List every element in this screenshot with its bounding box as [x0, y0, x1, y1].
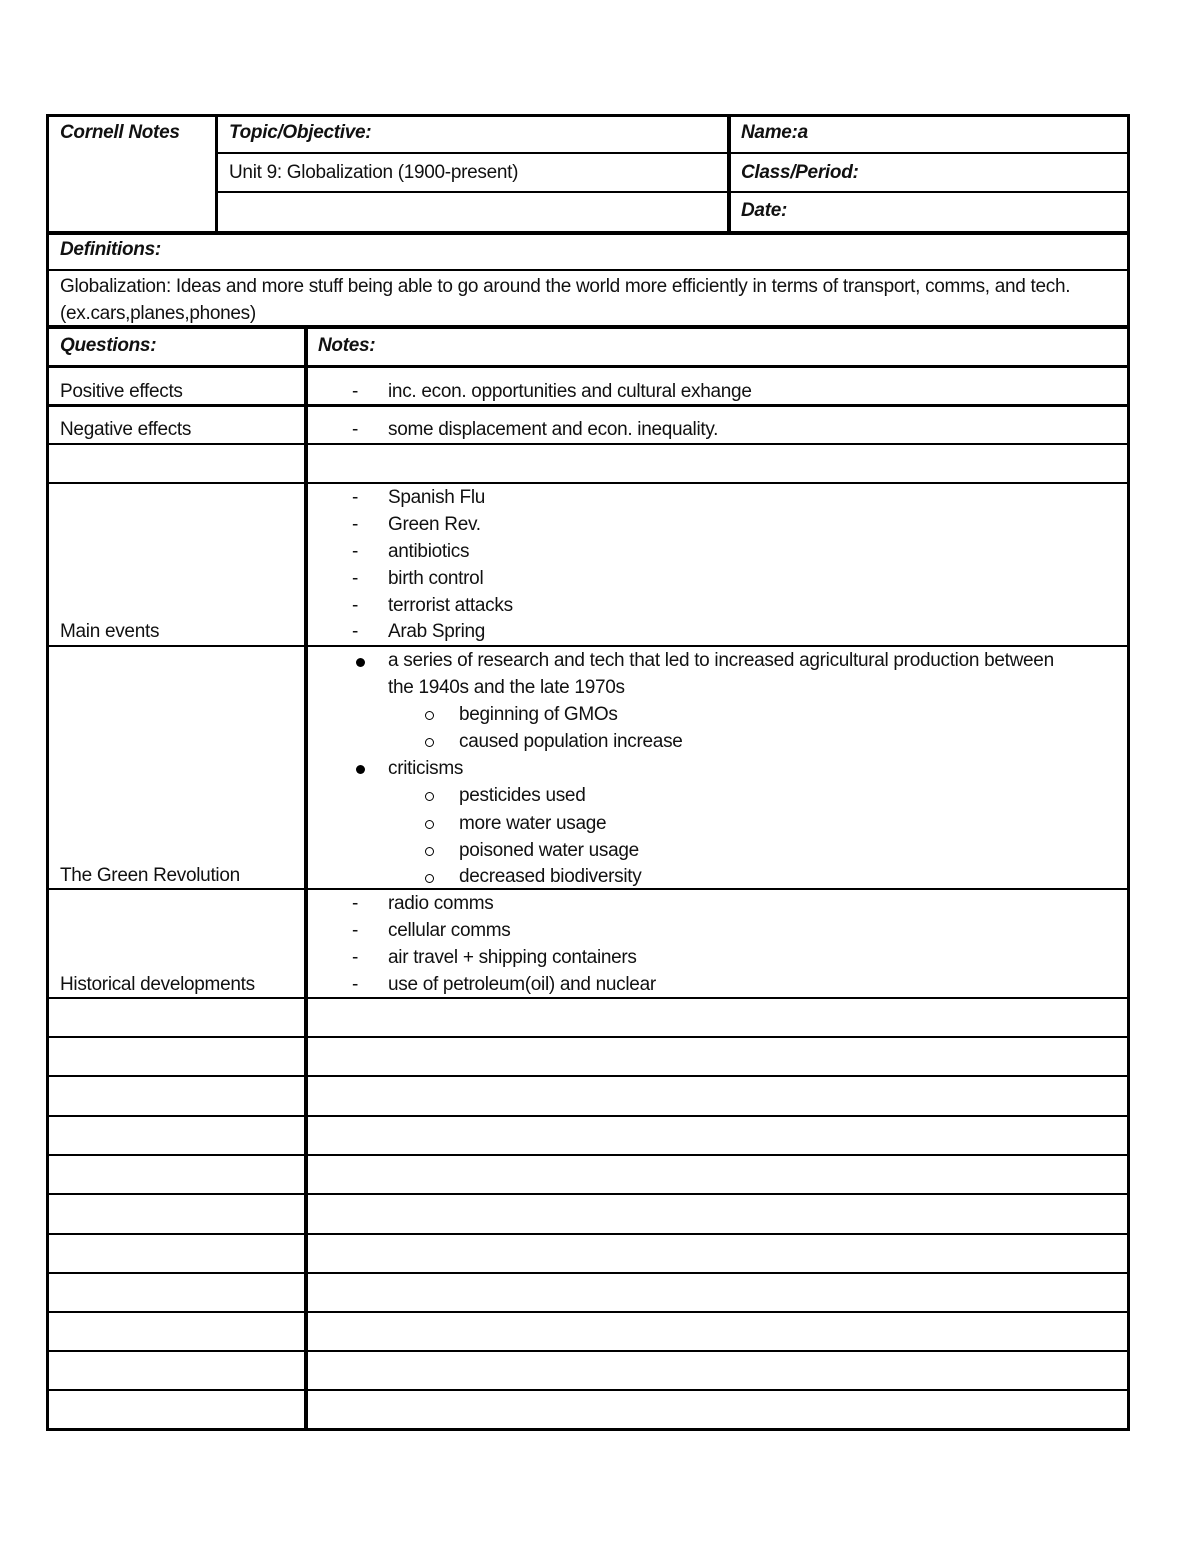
rule-row: [49, 1036, 1127, 1038]
rule-header-2: [217, 191, 1127, 193]
rule-vertical-questions: [304, 327, 308, 1431]
note-green-rev-point: the 1940s and the late 1970s: [388, 677, 625, 698]
rule-row: [49, 1272, 1127, 1274]
dash-marker: -: [352, 487, 359, 508]
cornell-notes-sheet: [46, 114, 1130, 1431]
note-historical: cellular comms: [388, 920, 511, 941]
note-main-event: Green Rev.: [388, 514, 481, 535]
rule-row: [49, 1233, 1127, 1235]
note-main-event: antibiotics: [388, 541, 470, 562]
class-period-label: Class/Period:: [741, 162, 859, 183]
rule-row: [49, 1350, 1127, 1352]
note-green-rev-sub: beginning of GMOs: [459, 704, 618, 725]
question-positive-effects: Positive effects: [60, 381, 183, 402]
sub-bullet-icon: [425, 792, 434, 801]
topic-label: Topic/Objective:: [229, 122, 372, 143]
dash-marker: -: [352, 595, 359, 616]
sub-bullet-icon: [425, 847, 434, 856]
question-green-revolution: The Green Revolution: [60, 865, 240, 886]
note-green-rev-sub: more water usage: [459, 813, 607, 834]
rule-definitions: [49, 269, 1127, 271]
rule-row: [49, 1311, 1127, 1313]
rule-row: [49, 1075, 1127, 1077]
rule-header-1: [217, 152, 1127, 154]
rule-header-bottom: [49, 231, 1127, 235]
definitions-label: Definitions:: [60, 239, 161, 260]
note-green-rev-point: criticisms: [388, 758, 464, 779]
dash-marker: -: [352, 381, 359, 402]
definition-text: Globalization: Ideas and more stuff being able to go around the world more efficiently in terms of transport, comms, and tech. (ex.cars,planes,phones): [60, 276, 1071, 324]
sub-bullet-icon: [425, 874, 434, 883]
note-main-event: Spanish Flu: [388, 487, 486, 508]
note-historical: use of petroleum(oil) and nuclear: [388, 974, 656, 995]
note-green-rev-sub: decreased biodiversity: [459, 866, 642, 887]
rule-row: [49, 1193, 1127, 1195]
rule-row: [49, 1115, 1127, 1117]
note-negative-effects: some displacement and econ. inequality.: [388, 419, 719, 440]
dash-marker: -: [352, 514, 359, 535]
note-historical: air travel + shipping containers: [388, 947, 637, 968]
question-negative-effects: Negative effects: [60, 419, 192, 440]
note-green-rev-sub: caused population increase: [459, 731, 683, 752]
cornell-notes-label: Cornell Notes: [60, 122, 180, 143]
notes-heading: Notes:: [318, 335, 376, 356]
dash-marker: -: [352, 974, 359, 995]
rule-row: [49, 443, 1127, 445]
questions-heading: Questions:: [60, 335, 157, 356]
dash-marker: -: [352, 893, 359, 914]
dash-marker: -: [352, 419, 359, 440]
rule-row: [49, 1389, 1127, 1391]
dash-marker: -: [352, 947, 359, 968]
topic-value: Unit 9: Globalization (1900-present): [229, 162, 519, 183]
sub-bullet-icon: [425, 820, 434, 829]
name-label: Name:a: [741, 122, 808, 143]
note-green-rev-sub: pesticides used: [459, 785, 586, 806]
sub-bullet-icon: [425, 711, 434, 720]
bullet-icon: [356, 765, 365, 774]
note-main-event: birth control: [388, 568, 484, 589]
dash-marker: -: [352, 541, 359, 562]
rule-vertical-header-left: [215, 117, 218, 233]
note-historical: radio comms: [388, 893, 494, 914]
rule-row: [49, 1154, 1127, 1156]
note-positive-effects: inc. econ. opportunities and cultural exhange: [388, 381, 752, 402]
question-main-events: Main events: [60, 621, 160, 642]
date-label: Date:: [741, 200, 788, 221]
rule-columns: [49, 365, 1127, 368]
note-main-event: Arab Spring: [388, 621, 486, 642]
dash-marker: -: [352, 621, 359, 642]
bullet-icon: [356, 658, 365, 667]
dash-marker: -: [352, 920, 359, 941]
rule-vertical-header-right: [727, 117, 731, 233]
rule-row: [49, 482, 1127, 484]
note-main-event: terrorist attacks: [388, 595, 513, 616]
note-green-rev-point: a series of research and tech that led to increased agricultural production between: [388, 650, 1054, 671]
question-historical-developments: Historical developments: [60, 974, 255, 995]
sub-bullet-icon: [425, 738, 434, 747]
note-green-rev-sub: poisoned water usage: [459, 840, 639, 861]
dash-marker: -: [352, 568, 359, 589]
